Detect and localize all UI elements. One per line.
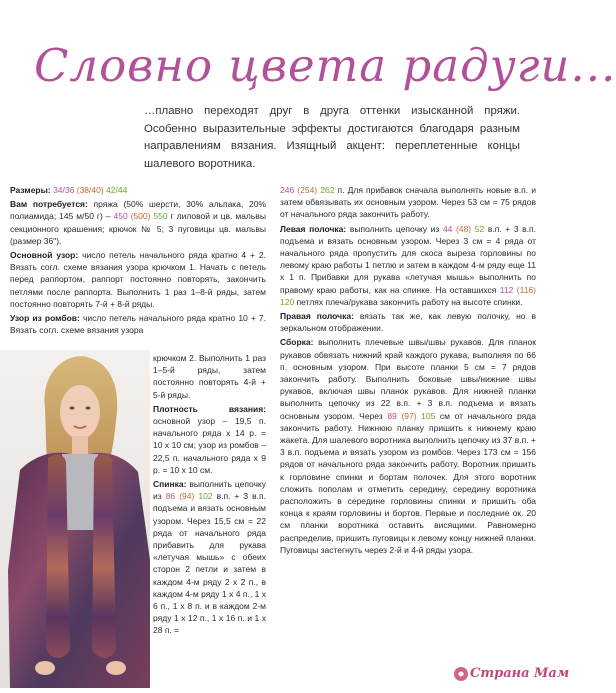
back-paragraph-continued: 246 (254) 262 п. Для прибавок сначала выполнять новые в.п. и затем обвязывать их основным узором. Через 53 см = 75 рядов от начального ряда закончить работу. xyxy=(280,185,536,220)
materials-paragraph: Вам потребуется: пряжа (50% шерсти, 30% альпака, 20% полиамида; 145 м/50 г) – 450 (500) 550 г лиловой и цв. мальвы секционного крашения; крючок № 5; 3 пуговицы цв. мальвы (размер 36"). xyxy=(10,199,266,246)
diamond-pattern-continued: крючком 2. Выполнить 1 раз 1–5-й ряды, затем постоянно повторять 4-й + 5-й ряды. xyxy=(153,353,266,400)
left-column-mid xyxy=(153,352,266,639)
model-photo xyxy=(0,350,150,688)
basic-pattern-paragraph: Основной узор: число петель начального ряда кратно 4 + 2. Вязать согл. схеме вязания узора крючком 1. Начать с петель перед раппортом, раппорт постоянно повторять, закончить петлями после раппорта. Выполнить 1 раз 1–8-й ряды, затем постоянно повторять 7-й + 8-й ряды. xyxy=(10,250,266,309)
back-paragraph: Спинка: выполнить цепочку из 86 (94) 102 в.п. + 3 в.п. подъема и вязать основным узором. Через 15,5 см = 22 ряда от начального ряда прибавить для рукава «летучая мышь» с обеих сторон 2 петли и затем в каждом 4-м ряду 2 x 2 п., в каждом 4-м ряду 1 x 4 п., 1 x 6 п., 1 x 8 п. и в каждом 2-м ряду 1 x 12 п., 1 x 16 п. и 1 x 28 п. = xyxy=(153,479,266,636)
size-3: 42/44 xyxy=(106,185,128,195)
diamond-pattern-paragraph: Узор из ромбов: число петель начального ряда кратно 10 + 7. Вязать согл. схеме вязания узора xyxy=(10,313,266,336)
right-column xyxy=(280,184,536,558)
size-2: (38/40) xyxy=(76,185,104,195)
page-number: 26 xyxy=(10,666,21,676)
left-column-top xyxy=(10,184,266,338)
assembly-paragraph: Сборка: выполнить плечевые швы/швы рукавов. Для планок рукавов обвязать нижний край каждого рукава, выполняя по 66 п. основным узором. При высоте планки 5 см = 7 рядов закончить работу. Выполнить боковые швы/нижние швы рукавов, включая швы планок рукавов. Для нижней планки выполнить цепочку из 22 в.п. + 3 в.п. подъема и вязать основным узором. Через 89 (97) 105 см от начального ряда закончить работу. Нижнюю планку пришить к нижнему краю жакета. Для шалевого воротника выполнить цепочку из 37 в.п. + 3 в.п. подъема и вязать узором из ромбов. Через 173 см = 156 рядов от начального ряда закончить работу. Воротник пришить к горловине спинки и бортам полочек. Для этого воротник сложить пополам и отметить середину, середину воротника расположить в середине горловины спинки и пришить оба конца к краям горловины и бортов. Первые и последние ок. 20 см планки воротника оставить висящими. Равномерно распределив, пришить пуговицы к левому концу нижней планки. Пуговицы застегнуть через 2-й и 4-й ряды узора. xyxy=(280,337,536,555)
left-front-paragraph: Левая полочка: выполнить цепочку из 44 (48) 52 в.п. + 3 в.п. подъема и вязать основным узором. Через 3 см = 4 ряда от начального ряда пропустить для скоса выреза горловины по левому краю работы 1 петлю и затем в каждом 4-м ряду еще 11 x 1 п. Прибавки для рукава «летучая мышь» выполнить по правому краю работы, как на спинке. На оставшихся 112 (116) 120 петлях плеча/рукава закончить работу на высоте спинки. xyxy=(280,223,536,307)
sizes-paragraph xyxy=(10,184,266,196)
lead-paragraph: …плавно переходят друг в друга оттенки изысканной пряжи. Особенно выразительные эффекты достигаются благодаря разным направлениям вязания. Изящный акцент: переплетенные концы шалевого воротника. xyxy=(144,105,520,170)
gauge-paragraph: Плотность вязания: основной узор – 19,5 п. начального ряда x 14 р. = 10 x 10 см; узор из ромбов – 22,5 п. начального ряда x 9 р. = 10 x 10 см. xyxy=(153,403,266,475)
materials-label: Вам потребуется: xyxy=(10,199,88,210)
page-title: Словно цвета радуги... xyxy=(34,39,616,92)
watermark-text: Страна Мам xyxy=(470,666,570,681)
sizes-label: Размеры: xyxy=(10,185,51,195)
size-1: 34/36 xyxy=(53,185,75,195)
right-front-paragraph: Правая полочка: вязать так же, как левую полочку, но в зеркальном отображении. xyxy=(280,311,536,334)
